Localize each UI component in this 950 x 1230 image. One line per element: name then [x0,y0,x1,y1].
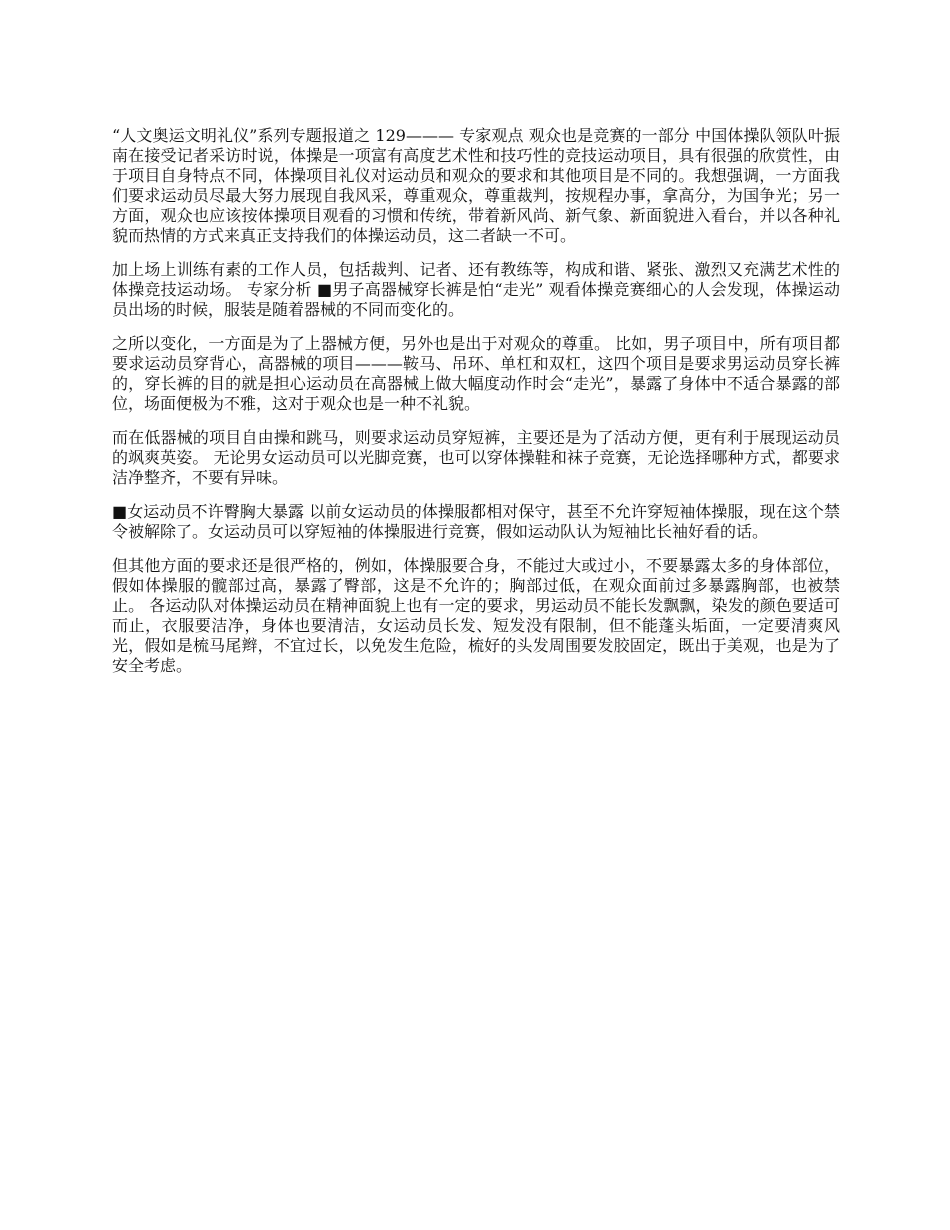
paragraph-1: “人文奥运文明礼仪”系列专题报道之 129——— 专家观点 观众也是竞赛的一部分 中国体操队领队叶振南在接受记者采访时说，体操是一项富有高度艺术性和技巧性的竞技运动项目，具有很强的欣赏性，由于项目自身特点不同，体操项目礼仪对运动员和观众的要求和其他项目是不同的。我想强调，一方面我们要求运动员尽最大努力展现自我风采，尊重观众，尊重裁判，按规程办事，拿高分，为国争光；另一方面，观众也应该按体操项目观看的习惯和传统，带着新风尚、新气象、新面貌进入看台，并以各种礼貌而热情的方式来真正支持我们的体操运动员，这二者缺一不可。 [112,126,840,245]
paragraph-6: 但其他方面的要求还是很严格的，例如，体操服要合身，不能过大或过小，不要暴露太多的身体部位，假如体操服的髋部过高，暴露了臀部，这是不允许的；胸部过低，在观众面前过多暴露胸部，也被禁止。 各运动队对体操运动员在精神面貌上也有一定的要求，男运动员不能长发飘飘，染发的颜色要适可而止，衣服要洁净，身体也要清洁，女运动员长发、短发没有限制，但不能蓬头垢面，一定要清爽风光，假如是梳马尾辫，不宜过长，以免发生危险，梳好的头发周围要发胶固定，既出于美观，也是为了安全考虑。 [112,556,840,675]
document-page [112,126,840,690]
paragraph-2: 加上场上训练有素的工作人员，包括裁判、记者、还有教练等，构成和谐、紧张、激烈又充满艺术性的体操竞技运动场。 专家分析 ■男子高器械穿长裤是怕“走光” 观看体操竞赛细心的人会发现，体操运动员出场的时候，服装是随着器械的不同而变化的。 [112,260,840,319]
paragraph-4: 而在低器械的项目自由操和跳马，则要求运动员穿短裤，主要还是为了活动方便，更有利于展现运动员的飒爽英姿。 无论男女运动员可以光脚竞赛，也可以穿体操鞋和袜子竞赛，无论选择哪种方式，都要求洁净整齐，不要有异味。 [112,428,840,487]
paragraph-3: 之所以变化，一方面是为了上器械方便，另外也是出于对观众的尊重。 比如，男子项目中，所有项目都要求运动员穿背心，高器械的项目———鞍马、吊环、单杠和双杠，这四个项目是要求男运动员穿长裤的，穿长裤的目的就是担心运动员在高器械上做大幅度动作时会“走光”，暴露了身体中不适合暴露的部位，场面便极为不雅，这对于观众也是一种不礼貌。 [112,334,840,413]
paragraph-5: ■女运动员不许臀胸大暴露 以前女运动员的体操服都相对保守，甚至不允许穿短袖体操服，现在这个禁令被解除了。女运动员可以穿短袖的体操服进行竞赛，假如运动队认为短袖比长袖好看的话。 [112,502,840,541]
